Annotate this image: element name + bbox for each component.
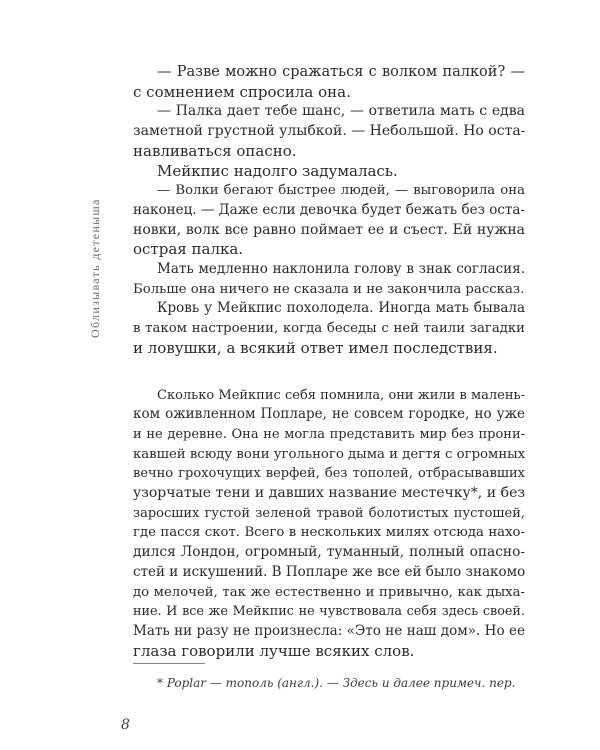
footnote: * Poplar — тополь (англ.). — Здесь и далее примеч. пер. [157,676,516,690]
running-head: Облизывать детеныша [88,198,102,338]
paragraph [133,299,525,358]
text-line: и не деревне. Она не могла представить мир без прони- [133,426,525,442]
text-line: дился Лондон, огромный, туманный, полный опасно- [133,544,525,561]
text-line: — Палка дает тебе шанс, — ответила мать с едва [157,103,525,120]
text-line: наконец. — Даже если девочка будет бежать без оста- [133,201,525,218]
paragraph [133,162,525,182]
text-line: с сомнением спросила она. [133,82,351,101]
text-line: острая палка. [133,240,244,259]
paragraph [133,63,525,102]
text-line: кавшей всюду вони угольного дыма и дегтя с огромных [133,446,526,462]
text-line: Сколько Мейкпис себя помнила, они жили в малень- [157,387,525,403]
text-line: ние. И все же Мейкпис не чувствовала себя здесь своей. [133,604,525,620]
text-line: стей и искушений. В Попларе же все ей было знакомо [133,563,526,580]
text-line: и ловушки, а всякий ответ имел последствия. [133,338,498,357]
paragraph [133,181,525,260]
text-line: Больше она ничего не сказала и не закончила рассказ. [133,281,525,297]
section-break [133,359,525,386]
page-number: 8 [121,717,130,733]
paragraph [133,260,525,299]
text-line: узорчатые тени и давших название местечку*, и без [133,485,525,502]
text-line: вечно грохочущих верфей, без тополей, отбрасывавших [133,466,525,482]
text-line: Кровь у Мейкпис похолодела. Иногда мать бывала [157,300,525,317]
text-line: навливаться опасно. [133,141,297,160]
text-line: где пасся скот. Всего в нескольких милях отсюда нахо- [133,525,525,541]
paragraph [133,102,525,161]
text-line: Мать ни разу не произнесла: «Это не наш дом». Но ее [133,622,525,639]
text-line: Мать медленно наклонила голову в знак согласия. [157,261,525,278]
text-line: заросших густой зеленой травой болотистых пустошей, [133,505,525,521]
body-text [133,63,525,661]
text-line: — Разве можно сражаться с волком палкой? — [157,64,525,80]
text-line: Мейкпис надолго задумалась. [157,161,398,180]
text-line: до мелочей, так же естественно и привычно, как дыха- [133,584,525,600]
paragraph [133,386,525,662]
text-line: — Волки бегают быстрее людей, — выговорила она [157,183,525,199]
text-line: ком оживленном Попларе, не совсем городке, но уже [133,406,525,423]
text-line: заметной грустной улыбкой. — Небольшой. Но оста- [133,123,526,140]
text-line: в таком настроении, когда беседы с ней таили загадки [133,321,525,337]
text-line: новки, волк все равно поймает ее и съест. Ей нужна [133,221,525,238]
text-line: глаза говорили лучше всяких слов. [133,641,415,660]
footnote-divider [133,663,205,664]
